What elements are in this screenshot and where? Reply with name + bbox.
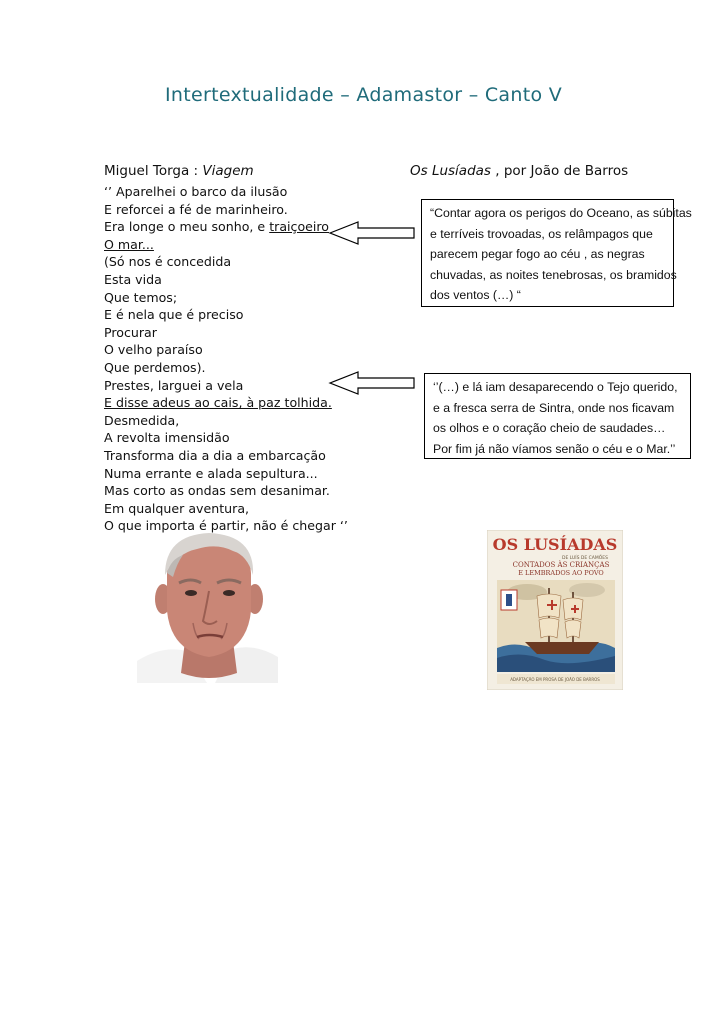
quote-line: “Contar agora os perigos do Oceano, as súbitas [430,206,692,220]
underlined-word: traiçoeiro [269,219,330,235]
poem-viagem [104,183,364,535]
poem-line: E é nela que é preciso [104,307,244,323]
poem-line: Que temos; [104,289,178,305]
left-arrow-icon [328,220,416,246]
cover-subtitle: E LEMBRADOS AO POVO [518,569,604,577]
poem-line: ‘’ Aparelhei o barco da ilusão [104,184,288,199]
right-column-header [410,163,628,179]
work-author: , por João de Barros [490,163,629,179]
quote-line: e a fresca serra de Sintra, onde nos ficavam [433,400,675,415]
author-name: Miguel Torga : [104,163,203,179]
poem-line: Numa errante e alada sepultura... [104,465,318,481]
quote-line: os olhos e o coração cheio de saudades… [433,421,666,435]
poem-line-start: Era longe o meu sonho, e [104,219,270,235]
quote-line: Por fim já não víamos senão o céu e o Mar.’’ [433,441,676,456]
book-cover-illustration [487,530,623,690]
poem-line: Transforma dia a dia a embarcação [104,447,326,463]
poem-line: Desmedida, [104,412,180,428]
poem-line: Procurar [104,324,157,340]
portrait-image [137,533,278,683]
cover-subtitle: CONTADOS ÀS CRIANÇAS [512,561,610,569]
poem-line: A revolta imensidão [104,430,230,446]
poem-line: (Só nos é concedida [104,254,232,270]
poem-line [104,218,364,236]
quote-line: dos ventos (…) “ [430,288,521,302]
page-title: Intertextualidade – Adamastor – Canto V [165,84,563,106]
book-cover-image [487,530,623,690]
quote-box-tejo [424,373,691,459]
poem-line: Que perdemos). [104,359,206,375]
poem-line: E reforcei a fé de marinheiro. [104,201,288,217]
poem-line: Prestes, larguei a vela [104,377,244,393]
poem-line: Em qualquer aventura, [104,500,250,516]
work-title-lusiadas: Os Lusíadas [410,163,491,179]
cover-footer: ADAPTAÇÃO EM PROSA DE JOÃO DE BARROS [510,677,600,682]
work-title-viagem: Viagem [202,163,254,179]
quote-box-perigos [421,199,692,307]
poem-line: Esta vida [104,271,162,287]
poem-line: O velho paraíso [104,342,203,358]
poem-line-underlined: O mar... [104,236,154,252]
cover-title: OS LUSÍADAS [492,535,618,554]
left-arrow-icon [328,370,416,396]
quote-line: ‘’(…) e lá iam desaparecendo o Tejo querido, [433,380,678,394]
cover-subtitle: DE LUÍS DE CAMÕES [561,556,609,561]
poem-line: Mas corto as ondas sem desanimar. [104,483,330,499]
quote-line: chuvadas, as noites tenebrosas, os bramidos [430,267,677,282]
quote-line: e terríveis trovoadas, os relâmpagos que [430,226,653,241]
poem-line-underlined: E disse adeus ao cais, à paz tolhida. [104,395,332,411]
quote-line: parecem pegar fogo ao céu , as negras [430,247,645,261]
left-column-header [104,163,254,179]
poem-line: O que importa é partir, não é chegar ‘’ [104,518,348,534]
author-portrait [137,533,278,683]
